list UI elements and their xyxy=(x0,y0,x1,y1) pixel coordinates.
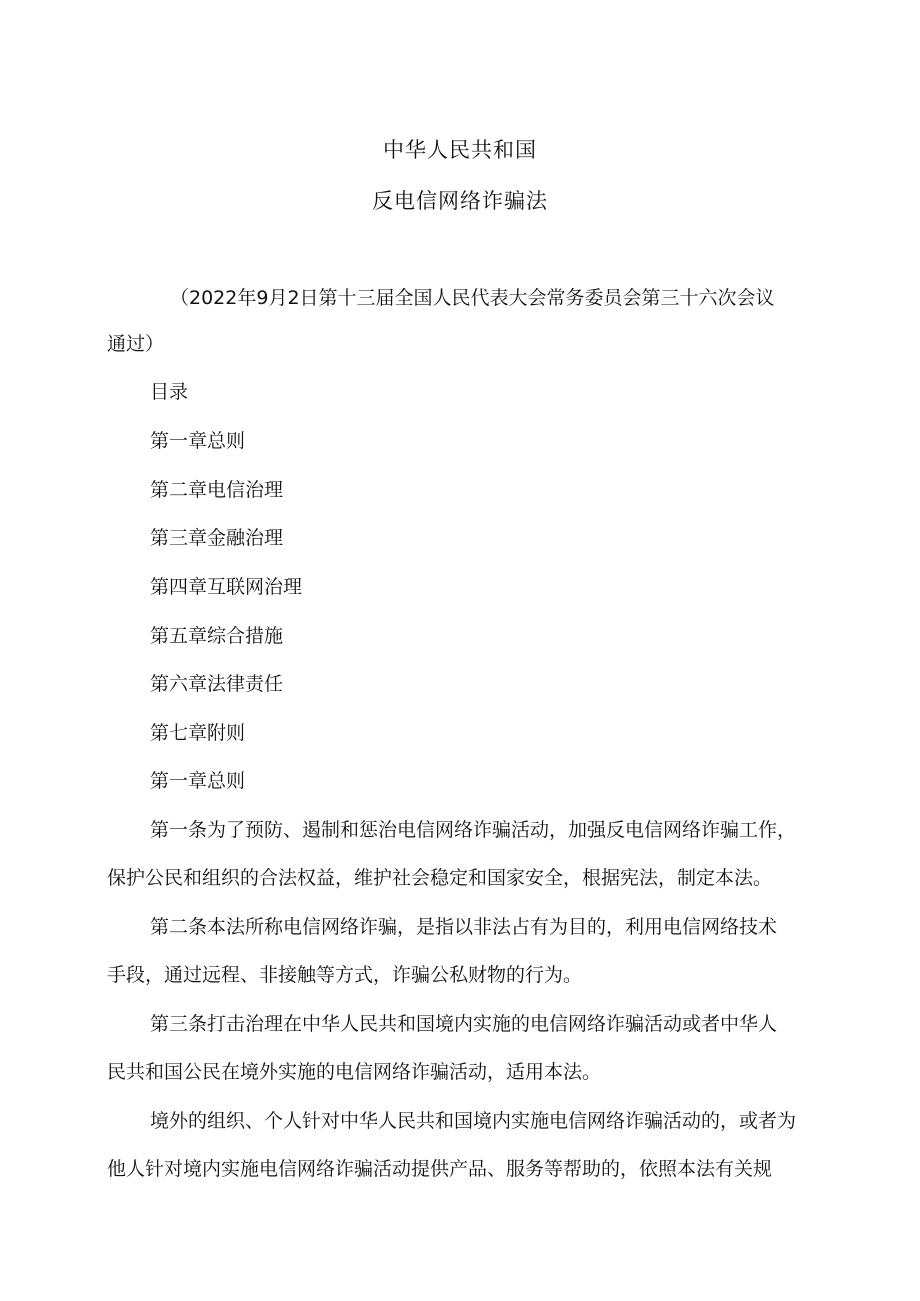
adoption-note-line1: （2022年9月2日第十三届全国人民代表大会常务委员会第三十六次会议 xyxy=(170,287,775,309)
adoption-note-line2: 通过） xyxy=(107,333,165,355)
document-title-line1: 中华人民共和国 xyxy=(383,138,537,162)
article1-line1: 第一条为了预防、遏制和惩治电信网络诈骗活动，加强反电信网络诈骗工作， xyxy=(150,819,797,841)
article1-line2: 保护公民和组织的合法权益，维护社会稳定和国家安全，根据宪法，制定本法。 xyxy=(107,867,773,889)
toc-item-chapter7: 第七章附则 xyxy=(150,722,246,744)
paragraph4-line2: 他人针对境内实施电信网络诈骗活动提供产品、服务等帮助的，依照本法有关规 xyxy=(107,1158,773,1180)
article3-line1: 第三条打击治理在中华人民共和国境内实施的电信网络诈骗活动或者中华人 xyxy=(150,1013,778,1035)
paragraph4-line1: 境外的组织、个人针对中华人民共和国境内实施电信网络诈骗活动的，或者为 xyxy=(150,1110,797,1132)
toc-item-chapter6: 第六章法律责任 xyxy=(150,673,284,695)
chapter-heading: 第一章总则 xyxy=(150,770,246,792)
toc-heading: 目录 xyxy=(150,381,189,403)
article3-line2: 民共和国公民在境外实施的电信网络诈骗活动，适用本法。 xyxy=(107,1061,602,1083)
article2-line2: 手段，通过远程、非接触等方式，诈骗公私财物的行为。 xyxy=(107,964,583,986)
toc-item-chapter4: 第四章互联网治理 xyxy=(150,576,303,598)
toc-item-chapter5: 第五章综合措施 xyxy=(150,625,284,647)
toc-item-chapter3: 第三章金融治理 xyxy=(150,527,284,549)
toc-item-chapter1: 第一章总则 xyxy=(150,430,246,452)
article2-line1: 第二条本法所称电信网络诈骗，是指以非法占有为目的，利用电信网络技术 xyxy=(150,916,778,938)
document-title-line2: 反电信网络诈骗法 xyxy=(372,189,548,213)
toc-item-chapter2: 第二章电信治理 xyxy=(150,479,284,501)
